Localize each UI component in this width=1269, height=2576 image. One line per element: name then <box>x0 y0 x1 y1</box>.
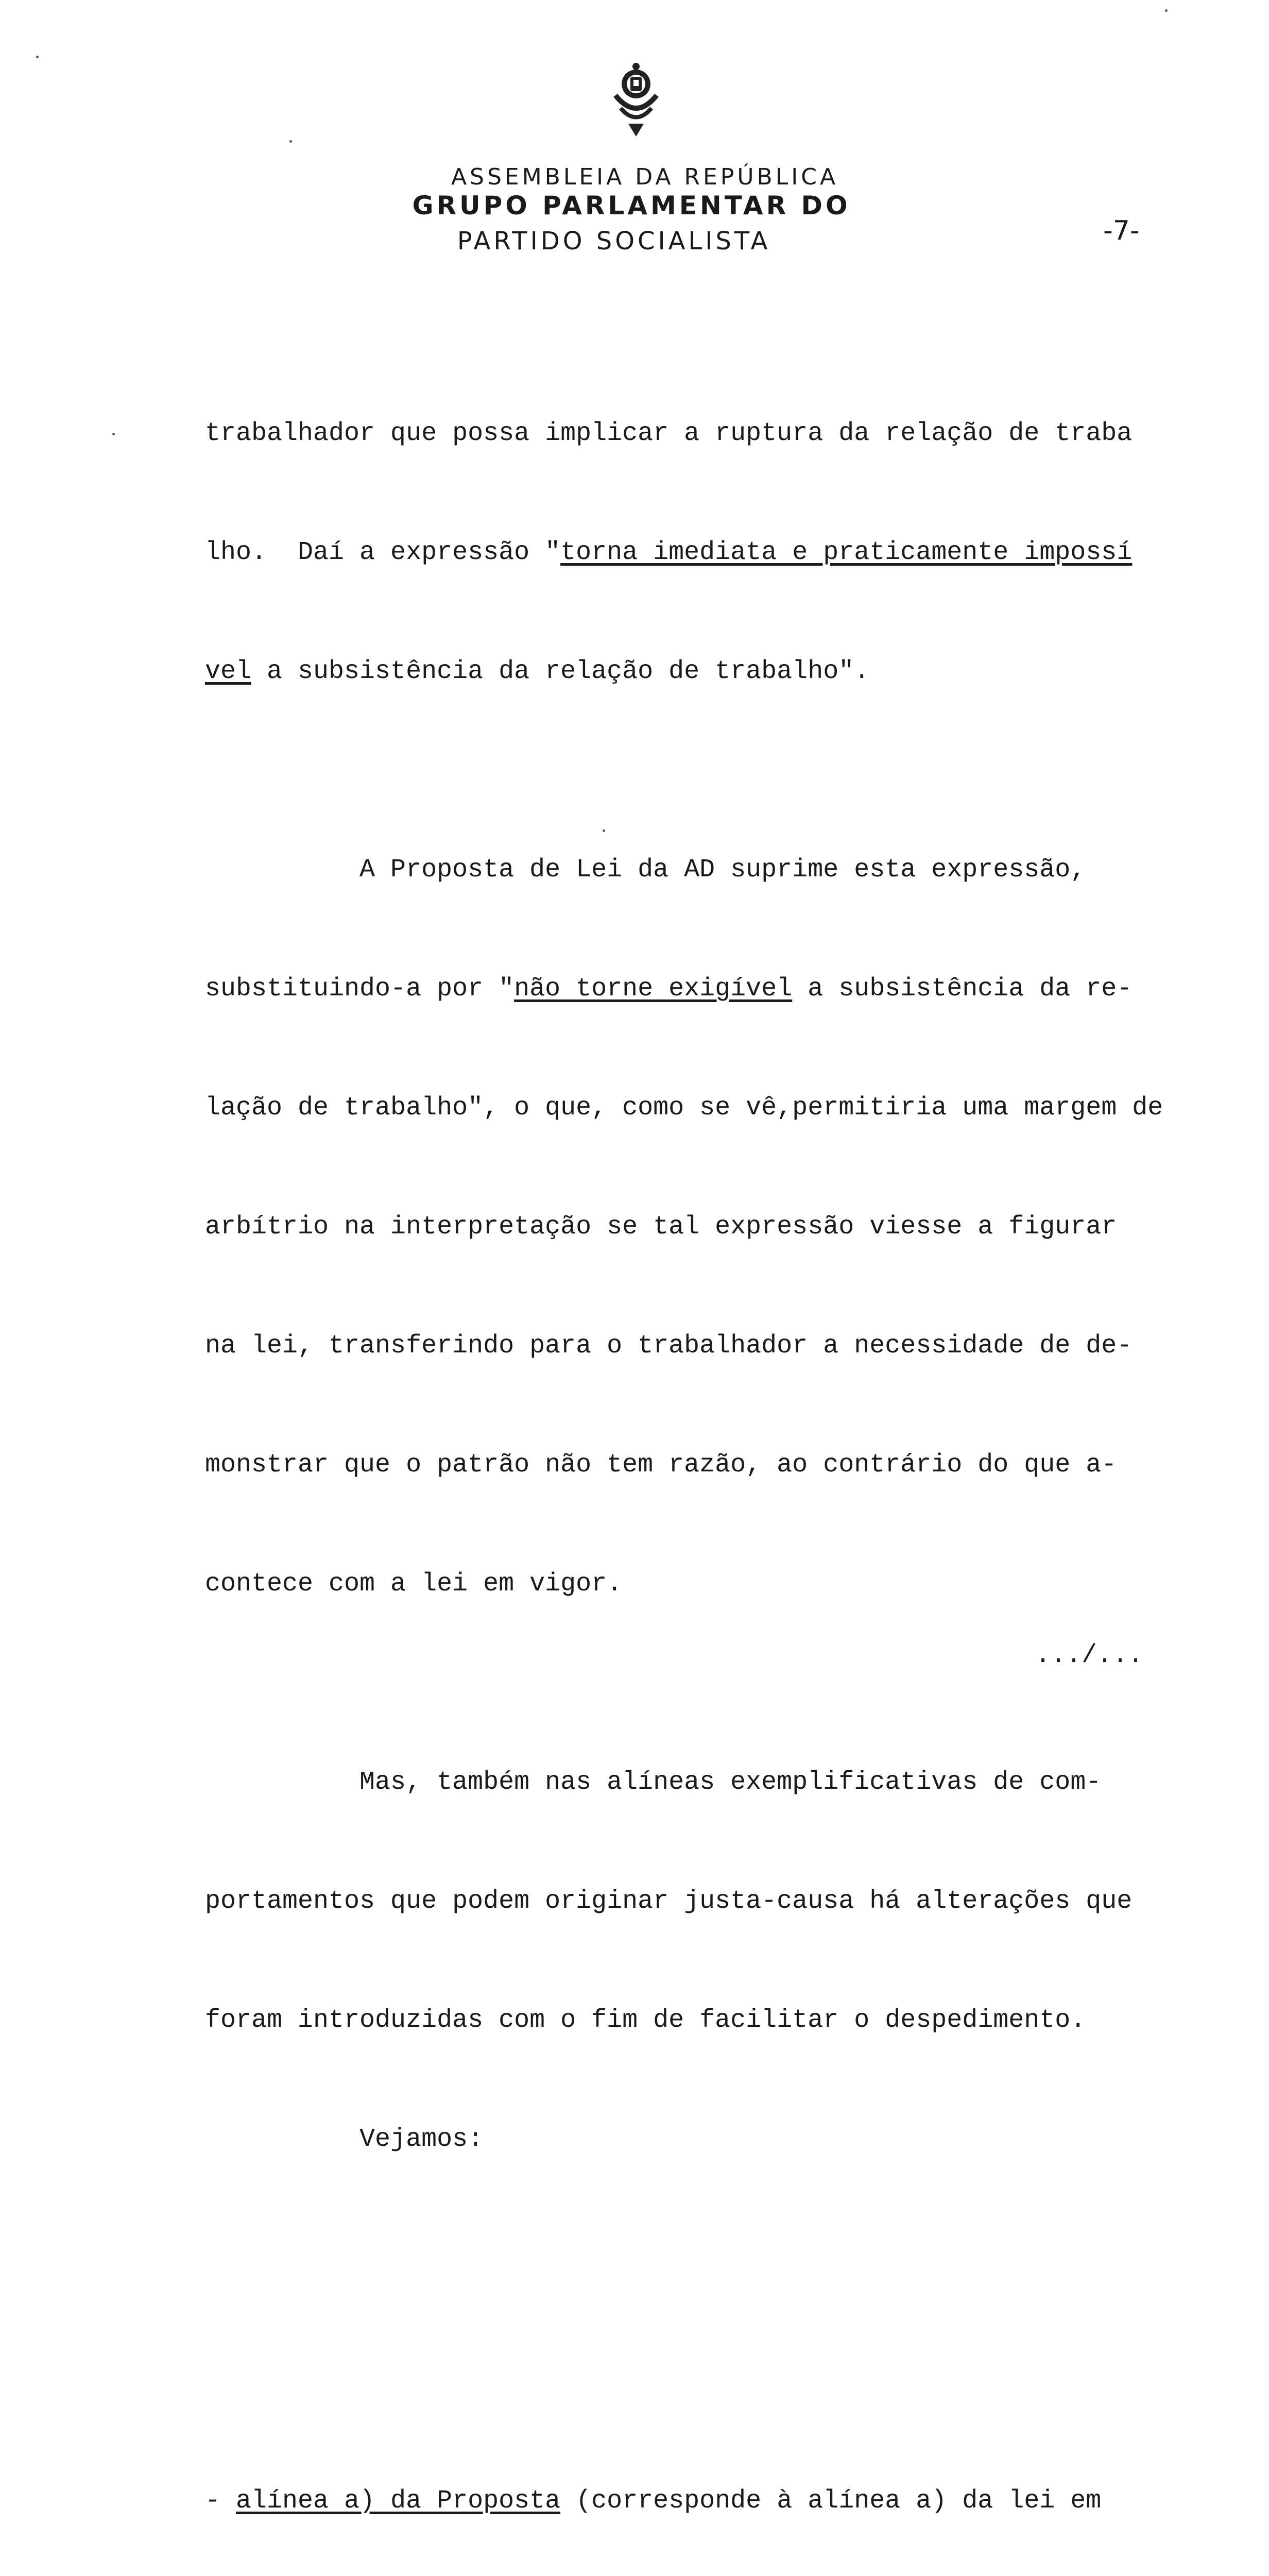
party-title: PARTIDO SOCIALISTA <box>457 227 771 256</box>
text-line: contece com a lei em vigor. <box>205 1569 623 1599</box>
continuation-mark: .../... <box>1035 1641 1144 1670</box>
text-line: arbítrio na interpretação se tal expressão viesse a figurar <box>205 1212 1117 1242</box>
text-line: lho. Daí a expressão "torna imediata e praticamente impossí <box>205 538 1133 567</box>
scan-speck <box>289 140 292 143</box>
group-title: GRUPO PARLAMENTAR DO <box>412 191 851 221</box>
scan-speck <box>603 829 605 832</box>
underlined-phrase: vel <box>205 657 252 686</box>
text-line: monstrar que o patrão não tem razão, ao contrário do que a- <box>205 1450 1117 1480</box>
text-line: foram introduzidas com o fim de facilitar o despedimento. <box>205 2006 1086 2035</box>
text-line: vel a subsistência da relação de trabalho". <box>205 657 870 686</box>
assembly-title: ASSEMBLEIA DA REPÚBLICA <box>451 164 839 190</box>
scan-speck <box>112 433 115 435</box>
text-line: portamentos que podem originar justa-causa há alterações que <box>205 1887 1133 1916</box>
item-heading-a: - alínea a) da Proposta (corresponde à alínea a) da lei em <box>205 2486 1102 2516</box>
scan-speck <box>36 56 39 58</box>
coat-of-arms-icon <box>597 59 675 147</box>
scan-speck <box>1165 9 1168 12</box>
document-body <box>205 295 1163 2576</box>
text-line: A Proposta de Lei da AD suprime esta expressão, <box>205 855 1086 885</box>
text-line: lação de trabalho", o que, como se vê,permitiria uma margem de <box>205 1093 1163 1123</box>
text-line: substituindo-a por "não torne exigível a subsistência da re- <box>205 974 1133 1004</box>
text-line: na lei, transferindo para o trabalhador a necessidade de de- <box>205 1331 1133 1361</box>
text-line: Mas, também nas alíneas exemplificativas de com- <box>205 1768 1102 1797</box>
text-line: Vejamos: <box>205 2125 484 2154</box>
page-number: -7- <box>1103 215 1140 246</box>
underlined-phrase: torna imediata e praticamente impossí <box>560 538 1133 567</box>
item-title: alínea a) da Proposta <box>236 2486 561 2516</box>
text-line: trabalhador que possa implicar a ruptura da relação de traba <box>205 419 1133 448</box>
underlined-phrase: não torne exigível <box>514 974 793 1004</box>
